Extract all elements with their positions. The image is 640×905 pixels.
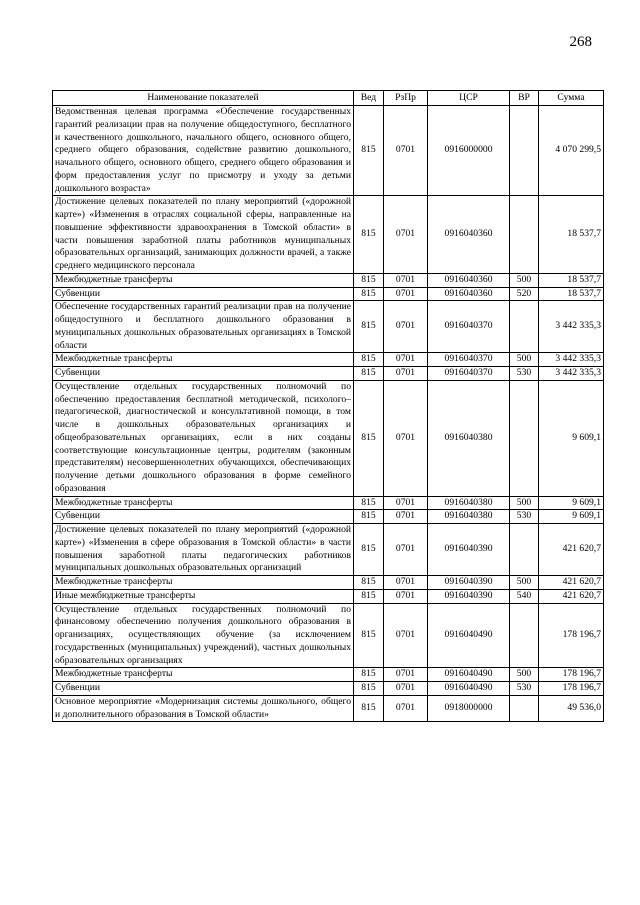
- row-csr: 0916040360: [428, 196, 510, 274]
- row-csr: 0916040390: [428, 576, 510, 590]
- row-ved: 815: [354, 380, 384, 496]
- row-rzpr: 0701: [384, 301, 428, 353]
- row-csr: 0916040360: [428, 287, 510, 301]
- row-vr: 540: [510, 589, 539, 603]
- row-name: Межбюджетные трансферты: [53, 668, 354, 682]
- row-csr: 0916040390: [428, 524, 510, 576]
- row-rzpr: 0701: [384, 668, 428, 682]
- row-vr: [510, 301, 539, 353]
- page-number: 268: [569, 34, 592, 50]
- row-csr: 0916040370: [428, 353, 510, 367]
- table-row: [53, 106, 604, 196]
- row-ved: 815: [354, 496, 384, 510]
- row-vr: 530: [510, 510, 539, 524]
- row-vr: [510, 603, 539, 668]
- row-vr: [510, 695, 539, 722]
- row-csr: 0916040490: [428, 682, 510, 696]
- row-sum: 178 196,7: [539, 603, 604, 668]
- row-name: Субвенции: [53, 682, 354, 696]
- row-vr: [510, 106, 539, 196]
- table-row: [53, 273, 604, 287]
- row-vr: 500: [510, 668, 539, 682]
- table-row: [53, 576, 604, 590]
- row-name: Ведомственная целевая программа «Обеспечение государственных гарантий реализации прав на получение общедоступного, бесплатного и качественного дошкольного, начального общего, основного общего, среднего общего образования, содействие развитию дошкольного, начального общего, основного общего, среднего общего образования и форм предоставления услуг по присмотру и уходу за детьми дошкольного возраста»: [53, 106, 354, 196]
- table-row: [53, 589, 604, 603]
- row-vr: 500: [510, 496, 539, 510]
- row-csr: 0916040380: [428, 380, 510, 496]
- row-csr: 0916040380: [428, 496, 510, 510]
- row-ved: 815: [354, 695, 384, 722]
- row-ved: 815: [354, 106, 384, 196]
- table-row: [53, 380, 604, 496]
- row-rzpr: 0701: [384, 273, 428, 287]
- header-name: Наименование показателей: [53, 91, 354, 106]
- row-sum: 421 620,7: [539, 589, 604, 603]
- row-name: Достижение целевых показателей по плану мероприятий («дорожной карте») «Изменения в сфере образования в Томской области» в части повышения заработной платы педагогических работников муниципальных дошкольных образовательных организаций: [53, 524, 354, 576]
- row-csr: 0916040370: [428, 367, 510, 381]
- table-row: [53, 353, 604, 367]
- table-row: [53, 301, 604, 353]
- row-name: Межбюджетные трансферты: [53, 496, 354, 510]
- row-sum: 3 442 335,3: [539, 301, 604, 353]
- row-name: Основное мероприятие «Модернизация системы дошкольного, общего и дополнительного образования в Томской области»: [53, 695, 354, 722]
- row-sum: 18 537,7: [539, 196, 604, 274]
- row-sum: 18 537,7: [539, 287, 604, 301]
- row-vr: [510, 380, 539, 496]
- row-sum: 3 442 335,3: [539, 367, 604, 381]
- row-rzpr: 0701: [384, 695, 428, 722]
- row-rzpr: 0701: [384, 353, 428, 367]
- header-csr: ЦСР: [428, 91, 510, 106]
- row-ved: 815: [354, 367, 384, 381]
- row-sum: 18 537,7: [539, 273, 604, 287]
- row-ved: 815: [354, 668, 384, 682]
- row-ved: 815: [354, 589, 384, 603]
- row-vr: [510, 524, 539, 576]
- row-ved: 815: [354, 524, 384, 576]
- row-name: Субвенции: [53, 510, 354, 524]
- row-csr: 0916040360: [428, 273, 510, 287]
- table-row: [53, 603, 604, 668]
- row-rzpr: 0701: [384, 589, 428, 603]
- row-ved: 815: [354, 353, 384, 367]
- row-rzpr: 0701: [384, 603, 428, 668]
- row-rzpr: 0701: [384, 576, 428, 590]
- header-rzpr: РзПр: [384, 91, 428, 106]
- row-csr: 0916040490: [428, 603, 510, 668]
- row-sum: 178 196,7: [539, 668, 604, 682]
- row-name: Субвенции: [53, 287, 354, 301]
- row-name: Межбюджетные трансферты: [53, 273, 354, 287]
- row-ved: 815: [354, 576, 384, 590]
- row-vr: 520: [510, 287, 539, 301]
- row-name: Обеспечение государственных гарантий реализации прав на получение общедоступного и бесплатного дошкольного образования в муниципальных дошкольных образовательных организациях в Томской области: [53, 301, 354, 353]
- row-ved: 815: [354, 301, 384, 353]
- table-row: [53, 367, 604, 381]
- row-sum: 421 620,7: [539, 524, 604, 576]
- row-sum: 9 609,1: [539, 380, 604, 496]
- row-ved: 815: [354, 603, 384, 668]
- table-row: [53, 287, 604, 301]
- row-vr: 530: [510, 367, 539, 381]
- row-ved: 815: [354, 510, 384, 524]
- table-row: [53, 695, 604, 722]
- row-sum: 4 070 299,5: [539, 106, 604, 196]
- row-rzpr: 0701: [384, 196, 428, 274]
- row-rzpr: 0701: [384, 287, 428, 301]
- row-ved: 815: [354, 273, 384, 287]
- row-vr: 530: [510, 682, 539, 696]
- table-row: [53, 524, 604, 576]
- table-header-row: [53, 91, 604, 106]
- budget-table: [52, 90, 604, 722]
- row-csr: 0916000000: [428, 106, 510, 196]
- header-sum: Сумма: [539, 91, 604, 106]
- row-ved: 815: [354, 287, 384, 301]
- row-csr: 0916040390: [428, 589, 510, 603]
- row-sum: 178 196,7: [539, 682, 604, 696]
- header-ved: Вед: [354, 91, 384, 106]
- row-csr: 0918000000: [428, 695, 510, 722]
- row-name: Осуществление отдельных государственных полномочий по обеспечению предоставления бесплатной методической, психолого–педагогической, диагностической и консультативной помощи, в том числе в дошкольных образовательных организациях и общеобразовательных организациях, если в них созданы соответствующие консультационные центры, родителям (законным представителям) несовершеннолетних обучающихся, обеспечивающих получение детьми дошкольного образования в форме семейного образования: [53, 380, 354, 496]
- row-vr: [510, 196, 539, 274]
- row-sum: 49 536,0: [539, 695, 604, 722]
- row-sum: 9 609,1: [539, 510, 604, 524]
- row-name: Иные межбюджетные трансферты: [53, 589, 354, 603]
- row-name: Межбюджетные трансферты: [53, 353, 354, 367]
- row-rzpr: 0701: [384, 496, 428, 510]
- row-csr: 0916040370: [428, 301, 510, 353]
- row-sum: 3 442 335,3: [539, 353, 604, 367]
- row-rzpr: 0701: [384, 106, 428, 196]
- row-csr: 0916040490: [428, 668, 510, 682]
- table-row: [53, 510, 604, 524]
- row-rzpr: 0701: [384, 380, 428, 496]
- row-name: Межбюджетные трансферты: [53, 576, 354, 590]
- row-rzpr: 0701: [384, 524, 428, 576]
- row-ved: 815: [354, 682, 384, 696]
- row-sum: 421 620,7: [539, 576, 604, 590]
- header-vr: ВР: [510, 91, 539, 106]
- row-rzpr: 0701: [384, 510, 428, 524]
- table-row: [53, 682, 604, 696]
- row-vr: 500: [510, 273, 539, 287]
- row-csr: 0916040380: [428, 510, 510, 524]
- row-rzpr: 0701: [384, 367, 428, 381]
- row-name: Субвенции: [53, 367, 354, 381]
- row-ved: 815: [354, 196, 384, 274]
- row-vr: 500: [510, 353, 539, 367]
- row-name: Осуществление отдельных государственных полномочий по финансовому обеспечению получения дошкольного образования в организациях, осуществляющих обучение (за исключением государственных (муниципальных) учреждений), частных дошкольных образовательных организациях: [53, 603, 354, 668]
- table-row: [53, 496, 604, 510]
- row-sum: 9 609,1: [539, 496, 604, 510]
- row-vr: 500: [510, 576, 539, 590]
- row-rzpr: 0701: [384, 682, 428, 696]
- table-row: [53, 196, 604, 274]
- table-row: [53, 668, 604, 682]
- row-name: Достижение целевых показателей по плану мероприятий («дорожной карте») «Изменения в отраслях социальной сферы, направленные на повышение эффективности здравоохранения в Томской области» в части повышения заработной платы работников муниципальных образовательных организаций, занимающих должности врачей, а также среднего медицинского персонала: [53, 196, 354, 274]
